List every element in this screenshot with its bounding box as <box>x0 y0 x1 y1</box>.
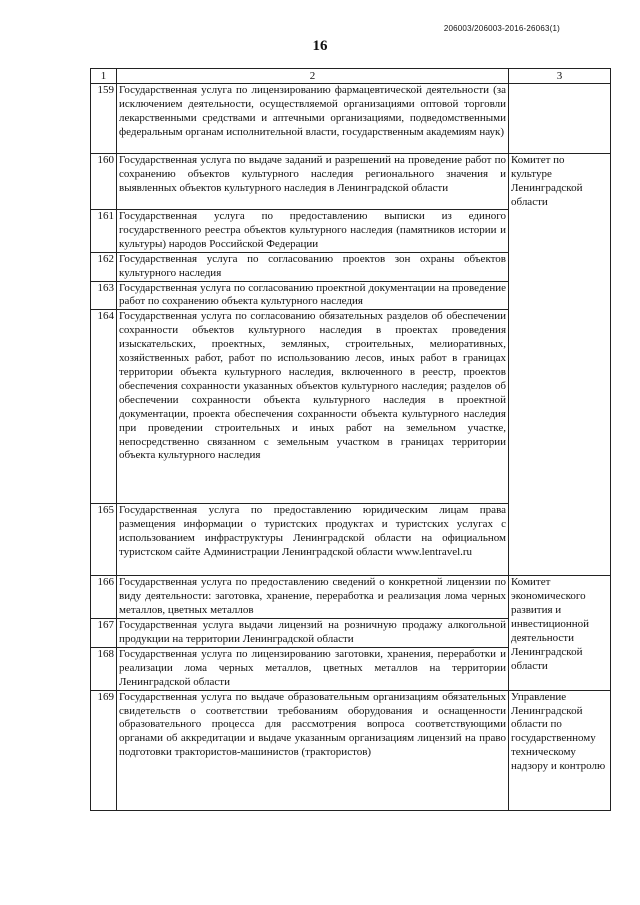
service-text: Государственная услуга по предоставлению сведений о конкретной лицензии по виду деятельности: заготовка, хранение, переработка и реализация лома черных металлов, цветных металлов <box>117 576 509 619</box>
department-tech: Управление Ленинградской области по государственному техническому надзору и контролю <box>509 690 611 810</box>
row-number: 163 <box>91 281 117 310</box>
row-number: 169 <box>91 690 117 810</box>
service-text: Государственная услуга по согласованию проектов зон охраны объектов культурного наследия <box>117 252 509 281</box>
page-number: 16 <box>312 38 328 54</box>
row-number: 160 <box>91 154 117 210</box>
document-id: 206003/206003-2016-26063(1) <box>443 24 560 33</box>
row-number: 161 <box>91 210 117 253</box>
service-text: Государственная услуга по лицензированию фармацевтической деятельности (за исключением деятельности, осуществляемой организациями оптовой торговли лекарственными средствами и аптечными организациями, подведомственными федеральным органам исполнительной власти, государственным академиям наук) <box>117 84 509 154</box>
service-text: Государственная услуга по согласованию проектной документации на проведение работ по сохранению объекта культурного наследия <box>117 281 509 310</box>
table-row <box>91 690 611 810</box>
service-text: Государственная услуга по согласованию обязательных разделов об обеспечении сохранности объектов культурного наследия в проектах проведения изыскательских, проектных, земляных, строительных, мелиоративных, хозяйственных работ, работ по использованию лесов, иных работ в границах территории объекта культурного наследия, включенного в реестр, проектов обеспечения сохранности указанных объектов культурного наследия; разделов об обеспечении сохранности объекта культурного наследия в проектной документации, проекта обеспечения сохранности объекта культурного наследия при проведении строительных и иных работ на земельном участке, непосредственно связанном с земельным участком в границах территории объекта культурного наследия <box>117 310 509 504</box>
service-text: Государственная услуга по выдаче заданий и разрешений на проведение работ по сохранению объектов культурного наследия регионального значения и выявленных объектов культурного наследия в Ленинградской области <box>117 154 509 210</box>
row-number: 166 <box>91 576 117 619</box>
column-header-1: 1 <box>91 69 117 84</box>
table-row <box>91 576 611 619</box>
table-row <box>91 84 611 154</box>
row-number: 162 <box>91 252 117 281</box>
service-text: Государственная услуга по выдаче образовательным организациям обязательных свидетельств о соответствии требованиям оборудования и оснащенности образовательного процесса для рассмотрения вопроса соответствующими органами об аккредитации и выдаче указанным организациям лицензий на право подготовки трактористов-машинистов (трактористов) <box>117 690 509 810</box>
row-number: 164 <box>91 310 117 504</box>
department-economic: Комитет экономического развития и инвестиционной деятельности Ленинградской области <box>509 576 611 690</box>
column-header-2: 2 <box>117 69 509 84</box>
row-number: 159 <box>91 84 117 154</box>
table-row <box>91 154 611 210</box>
department-culture: Комитет по культуре Ленинградской области <box>509 154 611 576</box>
service-text: Государственная услуга выдачи лицензий на розничную продажу алкогольной продукции на территории Ленинградской области <box>117 619 509 648</box>
header-row <box>91 69 611 84</box>
row-number: 168 <box>91 647 117 690</box>
row-number: 167 <box>91 619 117 648</box>
service-text: Государственная услуга по предоставлению выписки из единого государственного реестра объектов культурного наследия (памятников истории и культуры) народов Российской Федерации <box>117 210 509 253</box>
column-header-3: 3 <box>509 69 611 84</box>
department-cell <box>509 84 611 154</box>
row-number: 165 <box>91 504 117 576</box>
services-table <box>90 68 611 811</box>
service-text: Государственная услуга по предоставлению юридическим лицам права размещения информации о туристских продуктах и туристских услугах с использованием инфраструктуры Ленинградской области на официальном туристском сайте Администрации Ленинградской области www.lentravel.ru <box>117 504 509 576</box>
service-text: Государственная услуга по лицензированию заготовки, хранения, переработки и реализации лома черных металлов, цветных металлов на территории Ленинградской области <box>117 647 509 690</box>
